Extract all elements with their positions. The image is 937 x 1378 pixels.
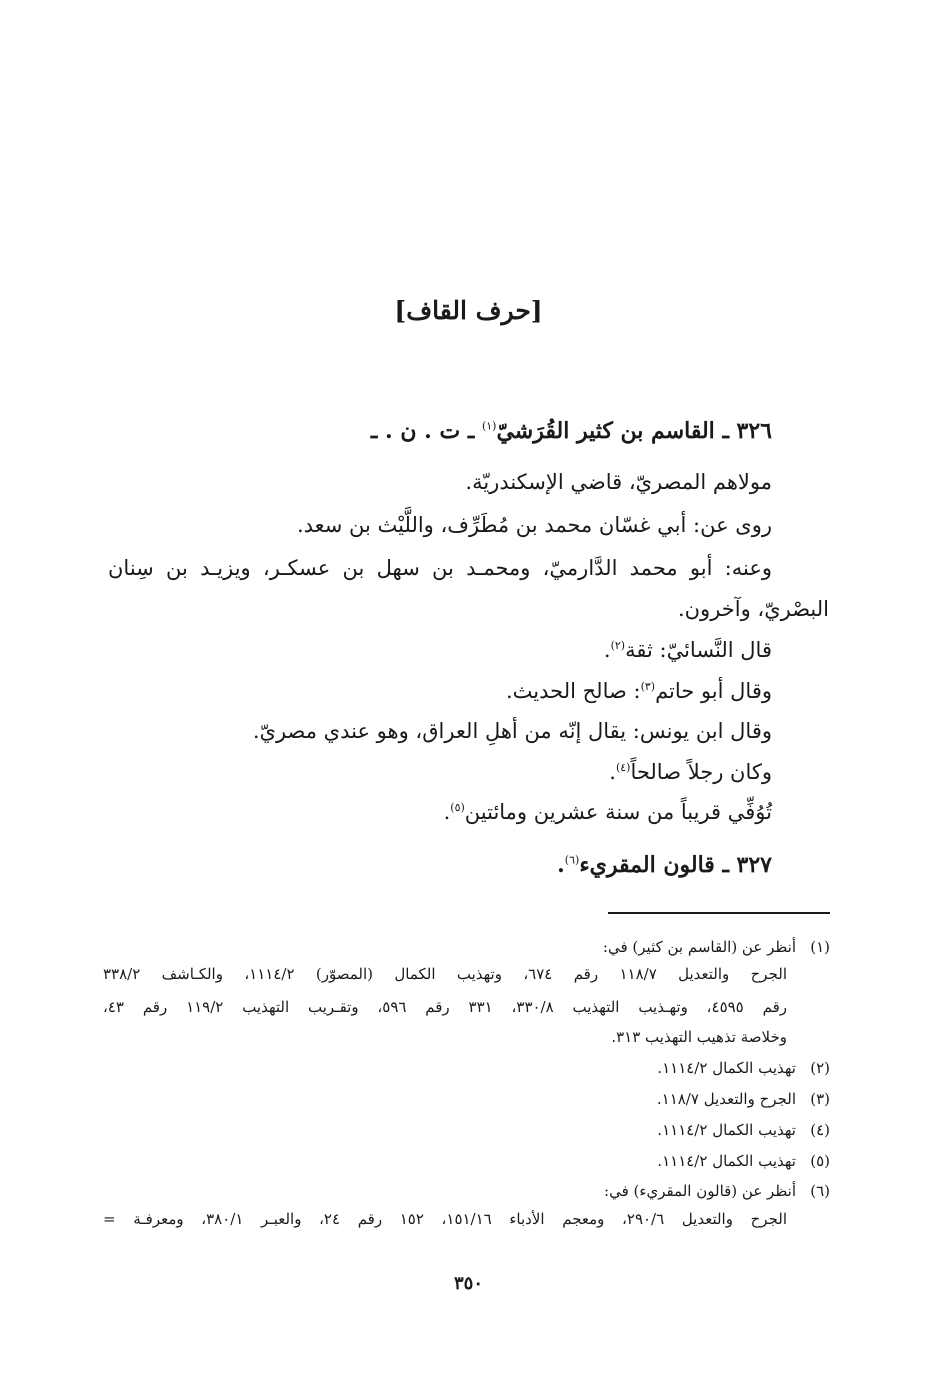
footnote-1-line-2: الجرح والتعديل ١١٨/٧ رقم ٦٧٤، وتهذيب الكمال (المصوّر) ١١١٤/٢، والكـاشف ٣٣٨/٢ [103,965,787,983]
footnote-1-line-3: رقم ٤٥٩٥، وتهـذيب التهذيب ٣٣٠/٨، ٣٣١ رقم ٥٩٦، وتقـريب التهذيب ١١٩/٢ رقم ٤٣، [103,998,787,1016]
abu-hatim-end: : صالح الحديث. [506,679,641,703]
footnote-ref-3: (٣) [640,680,656,693]
footnote-ref-5: (٥) [450,801,465,814]
entry-326-symbols: ـ ت . ن . ـ [370,418,482,444]
entry-326-abu-hatim-line [506,679,772,703]
footnote-4 [657,1123,830,1138]
death-text: تُوُفِّي قريباً من سنة عشرين ومائتين [464,800,772,824]
footnote-1-number: (١) [810,938,830,956]
footnote-1-line-4: وخلاصة تذهيب التهذيب ٣١٣. [611,1028,787,1046]
entry-327-heading [557,852,772,878]
footnote-5-number: (٥) [810,1152,830,1170]
footnote-separator [608,912,830,914]
footnote-1-intro-text: أنظر عن (القاسم بن كثير) في: [602,938,796,956]
entry-327-end: . [557,852,565,878]
footnote-ref-6: (٦) [564,853,580,867]
footnote-2 [657,1061,830,1076]
nasai-text: قال النَّسائيّ: ثقة [625,638,772,662]
footnote-6-number: (٦) [810,1182,830,1200]
entry-326-ibn-yunus-line: وقال ابن يونس: يقال إنّه من أهلِ العراق، وهو عندي مصريّ. [252,719,772,743]
footnote-3-text: الجرح والتعديل ١١٨/٧. [656,1090,796,1108]
entry-326-name: ٣٢٦ ـ القاسم بن كثير القُرَشيّ [496,418,772,444]
entry-326-death-line [444,800,772,824]
footnote-3 [657,1092,830,1107]
entry-326-line-1: مولاهم المصريّ، قاضي الإسكندريّة. [465,470,772,494]
footnote-ref-1: (١) [481,419,497,433]
footnote-5-text: تهذيب الكمال ١١١٤/٢. [657,1152,796,1170]
rajul-text: وكان رجلاً صالحاً [630,760,772,784]
footnote-2-text: تهذيب الكمال ١١١٤/٢. [657,1059,796,1077]
footnote-ref-4: (٤) [615,761,631,774]
footnote-1-intro [603,940,830,955]
entry-326-line-3: وعنه: أبو محمد الدَّارميّ، ومحمـد بن سهل بن عسكـر، ويزيـد بن سِنان [108,556,772,580]
footnote-4-text: تهذيب الكمال ١١١٤/٢. [657,1121,796,1139]
section-title: [حرف القاف] [394,296,543,325]
footnote-6-intro-text: أنظر عن (قالون المقريء) في: [604,1182,796,1200]
footnote-5 [657,1154,830,1169]
entry-327-name: ٣٢٧ ـ قالون المقريء [579,852,772,878]
footnote-6-line-2: الجرح والتعديل ٢٩٠/٦، ومعجم الأدباء ١٥١/١٦، ١٥٢ رقم ٢٤، والعبـر ٣٨٠/١، ومعرفـة = [103,1210,787,1228]
footnote-ref-2: (٢) [610,639,626,652]
entry-326-line-2: روى عن: أبي غسّان محمد بن مُطَرِّف، واللَّيْث بن سعد. [296,513,772,537]
rajul-end: . [609,760,616,784]
page-number: ٣٥٠ [453,1273,483,1294]
entry-326-rajul-line [609,760,772,784]
abu-hatim-text: وقال أبو حاتم [655,679,772,703]
footnote-6-intro [604,1184,830,1199]
death-end: . [443,800,451,824]
footnote-2-number: (٢) [810,1059,830,1077]
footnote-4-number: (٤) [810,1121,830,1139]
entry-326-line-4: البصْريّ، وآخرون. [677,597,829,621]
entry-326-nasai-line [604,638,772,662]
footnote-3-number: (٣) [810,1090,830,1108]
entry-326-heading [371,418,772,444]
nasai-end: . [603,638,611,662]
